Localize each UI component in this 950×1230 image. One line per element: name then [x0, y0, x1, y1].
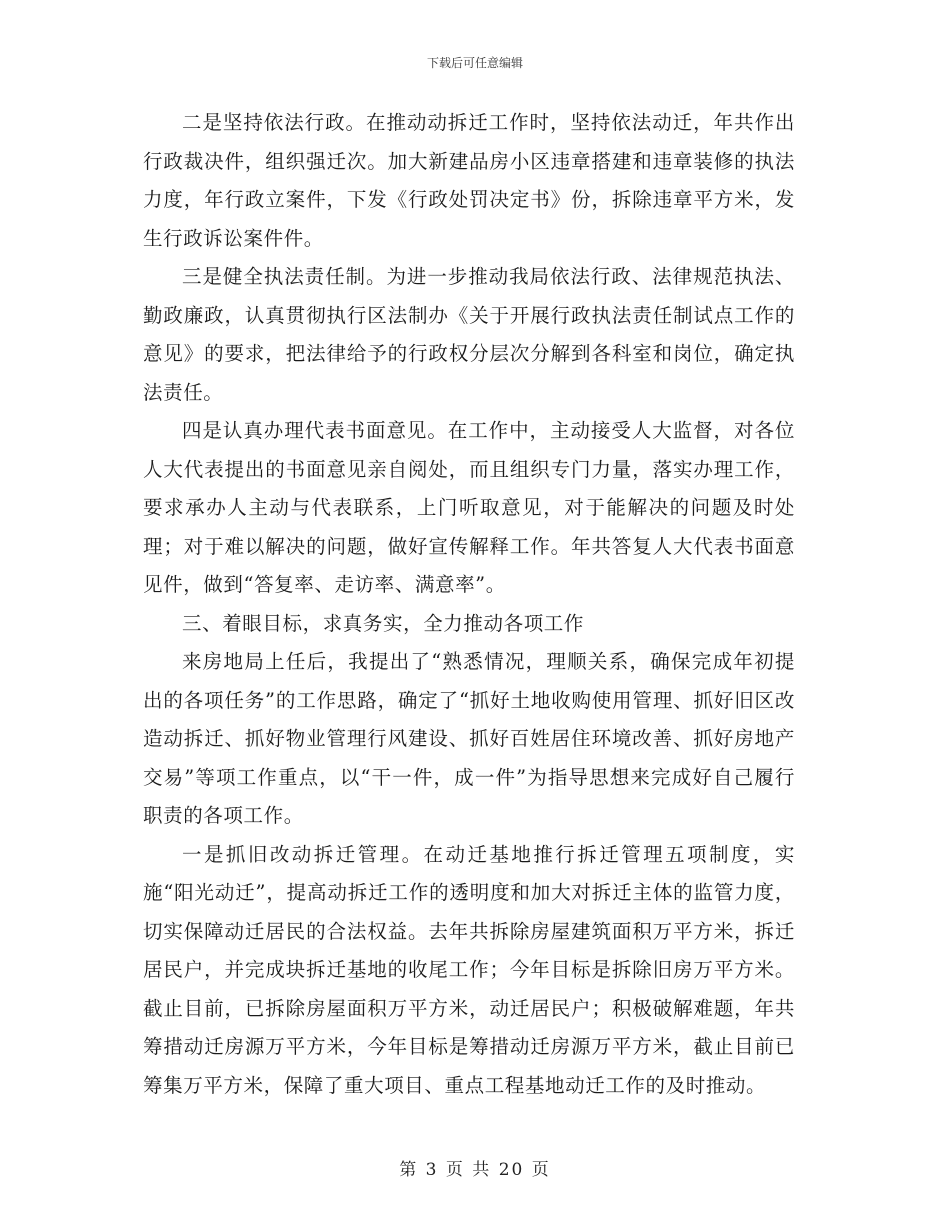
paragraph-1: 二是坚持依法行政。在推动动拆迁工作时，坚持依法动迁，年共作出行政裁决件，组织强迁次。加大新建品房小区违章搭建和违章装修的执法力度，年行政立案件，下发《行政处罚决定书》份，拆除违章平方米，发生行政诉讼案件件。 [143, 111, 795, 250]
paragraph-5: 一是抓旧改动拆迁管理。在动迁基地推行拆迁管理五项制度，实施“阳光动迁”，提高动拆迁工作的透明度和加大对拆迁主体的监管力度，切实保障动迁居民的合法权益。去年共拆除房屋建筑面积万平方米，拆迁居民户，并完成块拆迁基地的收尾工作；今年目标是拆除旧房万平方米。截止目前，已拆除房屋面积万平方米，动迁居民户；积极破解难题，年共筹措动迁房源万平方米，今年目标是筹措动迁房源万平方米，截止目前已筹集万平方米，保障了重大项目、重点工程基地动迁工作的及时推动。 [143, 842, 795, 1097]
paragraph-4: 来房地局上任后，我提出了“熟悉情况，理顺关系，确保完成年初提出的各项任务”的工作思路，确定了“抓好土地收购使用管理、抓好旧区改造动拆迁、抓好物业管理行风建设、抓好百姓居住环境改善、抓好房地产交易”等项工作重点，以“干一件，成一件”为指导思想来完成好自己履行职责的各项工作。 [143, 650, 795, 827]
page-header: 下载后可任意编辑 [426, 56, 523, 70]
paragraph-2: 三是健全执法责任制。为进一步推动我局依法行政、法律规范执法、勤政廉政，认真贯彻执行区法制办《关于开展行政执法责任制试点工作的意见》的要求，把法律给予的行政权分层次分解到各科室和岗位，确定执法责任。 [143, 265, 795, 404]
document-body [143, 104, 795, 1105]
paragraph-3: 四是认真办理代表书面意见。在工作中，主动接受人大监督，对各位人大代表提出的书面意见亲自阅处，而且组织专门力量，落实办理工作，要求承办人主动与代表联系，上门听取意见，对于能解决的问题及时处理；对于难以解决的问题，做好宣传解释工作。年共答复人大代表书面意见件，做到“答复率、走访率、满意率”。 [143, 419, 795, 596]
page-number: 第 3 页 共 20 页 [399, 1160, 551, 1180]
section-heading: 三、着眼目标，求真务实，全力推动各项工作 [182, 611, 585, 635]
